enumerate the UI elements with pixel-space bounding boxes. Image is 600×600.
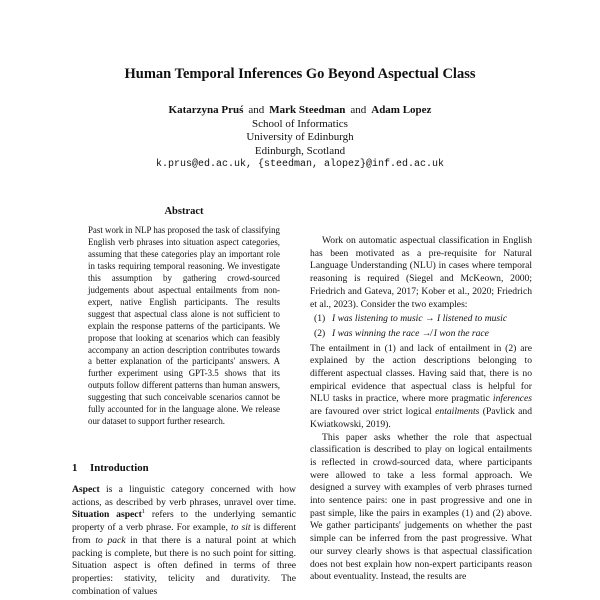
intro-text: refers to the underlying semantic property of a verb phrase. For example, <box>72 509 296 534</box>
author-conjunction: and <box>350 104 367 116</box>
author-names <box>0 104 600 118</box>
term-entailments: entailments <box>435 406 480 418</box>
author-name: Adam Lopez <box>371 104 432 116</box>
abstract-text: Past work in NLP has proposed the task of classifying English verb phrases into situation aspect categories, assuming that these categories play an important role in tasks requiring temporal reasoning. We investigate this assumption by gathering crowd-sourced judgements about aspectual entailments from non-expert, native English participants. The results suggest that aspectual class alone is not sufficient to explain the response patterns of the participants. We propose that looking at scenarios which can feasibly accompany an action description contributes towards a better explanation of the participants' answers. A further experiment using GPT-3.5 shows that its outputs follow different patterns than human answers, suggesting that such conceivable scenarios cannot be fully accounted for in the language alone. We release our dataset to support further research. <box>88 225 280 427</box>
affiliation-school: School of Informatics <box>252 117 348 130</box>
example-label: (1) <box>314 313 326 325</box>
right-paragraph-1: Work on automatic aspectual classification in English has been motivated as a pre-requisite for Natural Language Understanding (NLU) in cases where temporal reasoning is required (Siegel and McKeown, 2000; Friedrich and Gateva, 2017; Kober et al., 2020; Friedrich et al., 2023). Consider the two examples: <box>310 235 532 310</box>
right-paragraph-2 <box>310 343 532 432</box>
intro-text: in that there is a natural point at which packing is complete, but there is no such point for sitting. Situation aspect is often defined in terms of three properties: stativity, telicity and durativity. The combination of values <box>72 534 296 597</box>
section-heading <box>72 462 149 474</box>
example-text: I was listening to music → I listened to music <box>332 313 508 325</box>
example-text: I was winning the race ↛ I won the race <box>332 327 489 339</box>
intro-paragraph <box>72 484 296 598</box>
term-inferences: inferences <box>492 393 532 405</box>
section-number: 1 <box>72 462 78 474</box>
author-block <box>0 104 600 172</box>
author-name: Katarzyna Pruś <box>168 104 244 116</box>
example-2 <box>314 328 532 341</box>
term-aspect: Aspect <box>72 484 100 495</box>
para-text: (Pavlick and Kwiatkowski, 2019). <box>310 406 532 430</box>
footnote-marker: 1 <box>141 508 146 516</box>
right-paragraph-3: This paper asks whether the role that aspectual classification is described to play on logical entailments is reflected in crowd-sourced data, where participants were allowed to take a less formal approach. We designed a survey with examples of verb phrases turned into sentence pairs: one in past progressive and one in past simple, like the pairs in examples (1) and (2) above. We gather participants' judgements on whether the past simple can be inferred from the past progressive. What our survey clearly shows is that aspectual classification does not best explain how non-expert participants reason about eventuality. Instead, the results are <box>310 431 532 583</box>
example-1 <box>314 313 532 326</box>
intro-text: is a linguistic category concerned with how actions, as described by verb phrases, unravel over time. <box>72 484 296 508</box>
affiliation-university: University of Edinburgh <box>246 131 354 143</box>
author-conjunction: and <box>248 104 265 116</box>
affiliation-location: Edinburgh, Scotland <box>254 144 346 157</box>
section-title: Introduction <box>90 462 149 474</box>
author-emails: k.prus@ed.ac.uk, {steedman, alopez}@inf.ed.ac.uk <box>155 159 445 170</box>
example-to-pack: to pack <box>95 534 126 546</box>
term-situation-aspect: Situation aspect <box>72 509 142 521</box>
para-text: are favoured over strict logical <box>310 406 436 418</box>
right-column <box>310 235 532 584</box>
paper-title: Human Temporal Inferences Go Beyond Aspectual Class <box>124 66 476 82</box>
para-text: The entailment in (1) and lack of entailment in (2) are explained by the action descriptions belonging to different aspectual classes. Having said that, there is no empirical evidence that aspectual class is helpful for NLU tasks in practice, where more pragmatic <box>310 342 532 405</box>
example-to-sit: to sit <box>230 522 251 534</box>
author-name: Mark Steedman <box>269 104 346 116</box>
example-label: (2) <box>314 327 326 339</box>
abstract-heading: Abstract <box>164 206 204 217</box>
intro-text: is different from <box>72 522 296 546</box>
